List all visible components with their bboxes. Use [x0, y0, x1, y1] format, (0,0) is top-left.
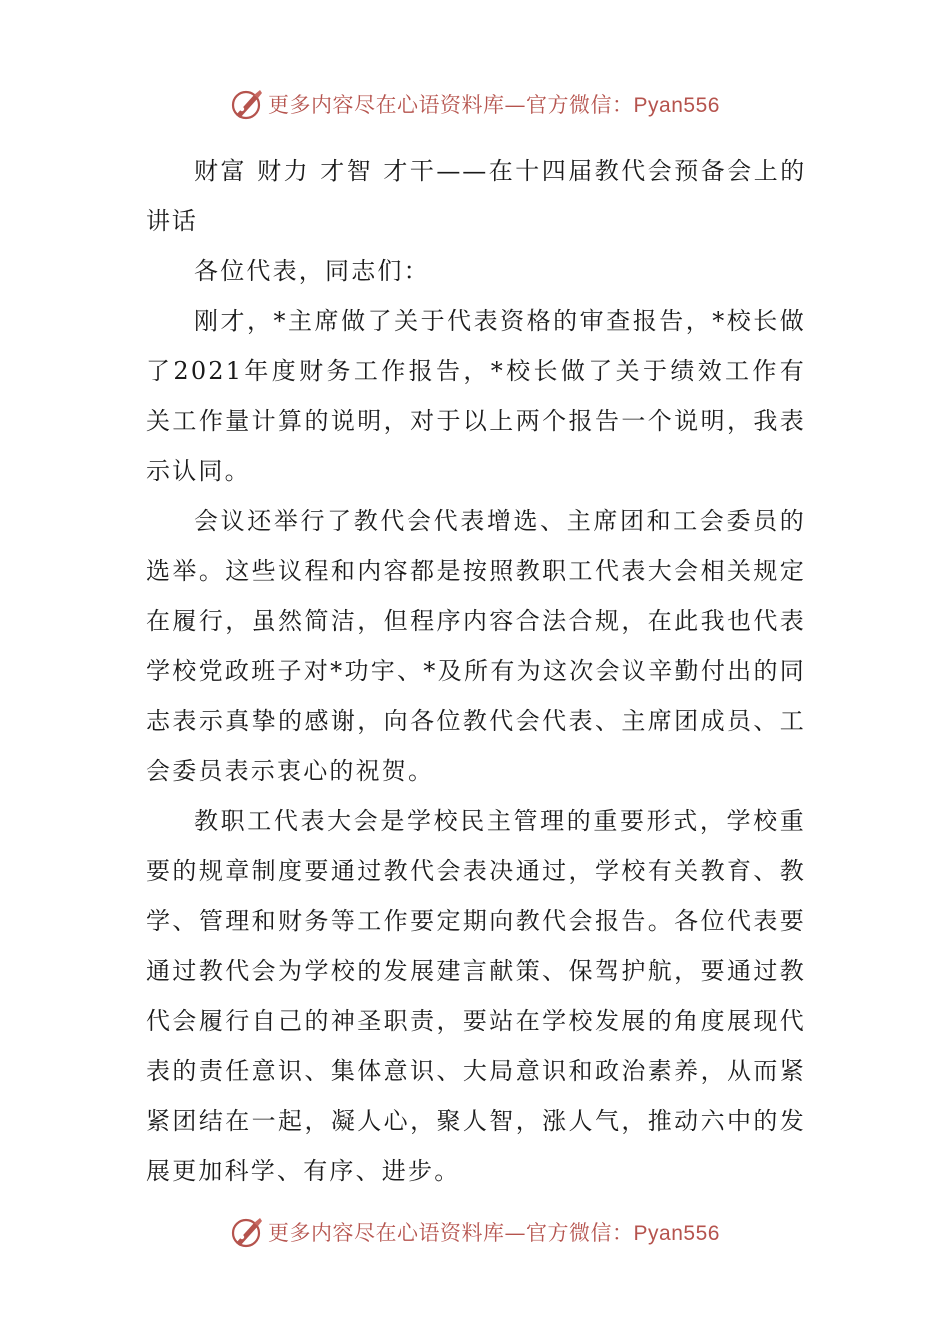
- document-title: 财富 财力 才智 才干——在十四届教代会预备会上的讲话: [146, 157, 806, 235]
- document-body: [146, 146, 806, 1196]
- paragraph: 刚才，*主席做了关于代表资格的审查报告，*校长做了2021年度财务工作报告，*校长做了关于绩效工作有关工作量计算的说明，对于以上两个报告一个说明，我表示认同。: [146, 307, 806, 485]
- pen-logo-icon: [230, 1215, 264, 1249]
- header-banner: [0, 84, 950, 124]
- banner-slogan: 更多内容尽在心语资料库—官方微信：: [268, 93, 634, 117]
- paragraph: 会议还举行了教代会代表增选、主席团和工会委员的选举。这些议程和内容都是按照教职工代表大会相关规定在履行，虽然简洁，但程序内容合法合规，在此我也代表学校党政班子对*功宇、*及所有为这次会议辛勤付出的同志表示真挚的感谢，向各位教代会代表、主席团成员、工会委员表示衷心的祝贺。: [146, 507, 806, 785]
- banner-slogan: 更多内容尽在心语资料库—官方微信：: [268, 1221, 634, 1245]
- banner-account: Pyan556: [633, 1222, 720, 1245]
- banner-text: [268, 1217, 720, 1247]
- paragraph: 教职工代表大会是学校民主管理的重要形式，学校重要的规章制度要通过教代会表决通过，学校有关教育、教学、管理和财务等工作要定期向教代会报告。各位代表要通过教代会为学校的发展建言献策、保驾护航，要通过教代会履行自己的神圣职责，要站在学校发展的角度展现代表的责任意识、集体意识、大局意识和政治素养，从而紧紧团结在一起，凝人心，聚人智，涨人气，推动六中的发展更加科学、有序、进步。: [146, 807, 806, 1185]
- pen-logo-icon: [230, 87, 264, 121]
- salutation: 各位代表，同志们：: [194, 257, 430, 285]
- footer-banner: [0, 1212, 950, 1252]
- banner-account: Pyan556: [633, 94, 720, 117]
- banner-text: [268, 89, 720, 119]
